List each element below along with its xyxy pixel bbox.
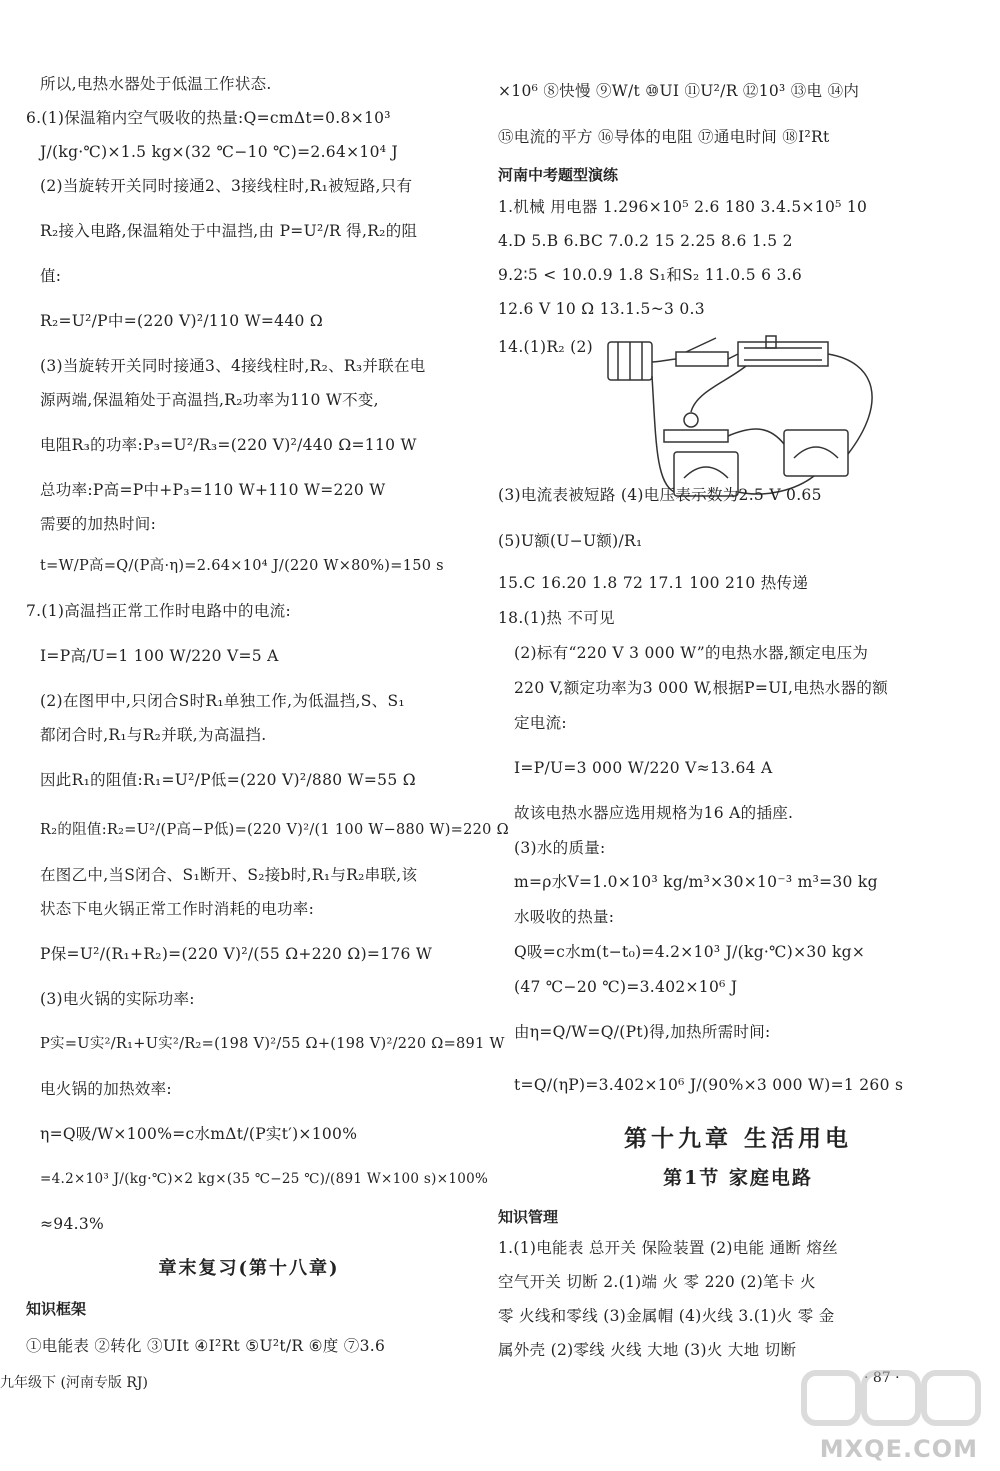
- formula-line: I=P高/U=1 100 W/220 V=5 A: [40, 647, 279, 665]
- text-line: (2)在图甲中,只闭合S时R₁单独工作,为低温挡,S、S₁: [40, 692, 405, 710]
- text-line: 值:: [40, 267, 62, 285]
- text-line: 所以,电热水器处于低温工作状态.: [40, 75, 272, 93]
- text-line: R₂接入电路,保温箱处于中温挡,由 P=U²/R 得,R₂的阻: [40, 222, 418, 240]
- answer-line: (3)电流表被短路 (4)电压表示数为2.5 V 0.65: [498, 486, 822, 504]
- formula-line: t=Q/(ηP)=3.402×10⁶ J/(90%×3 000 W)=1 260 s: [514, 1076, 904, 1094]
- answer-line: 1.机械 用电器 1.296×10⁵ 2.6 180 3.4.5×10⁵ 10: [498, 198, 868, 216]
- text-line: ①电能表 ②转化 ③UIt ④I²Rt ⑤U²t/R ⑥度 ⑦3.6: [26, 1337, 386, 1355]
- formula-line: m=ρ水V=1.0×10³ kg/m³×30×10⁻³ m³=30 kg: [514, 873, 878, 891]
- subheading: 河南中考题型演练: [498, 166, 619, 184]
- text-line: ≈94.3%: [40, 1215, 105, 1233]
- switch-icon: [676, 352, 728, 366]
- section-title: 章末复习(第十八章): [158, 1258, 340, 1279]
- answer-line: 12.6 V 10 Ω 13.1.5~3 0.3: [498, 300, 705, 318]
- rheostat-icon: [738, 342, 828, 366]
- text-line: (3)电火锅的实际功率:: [40, 990, 195, 1008]
- bulb-icon: [684, 413, 698, 427]
- formula-line: R₂=U²/P中=(220 V)²/110 W=440 Ω: [40, 312, 324, 330]
- section-title: 第1节 家庭电路: [663, 1167, 813, 1189]
- formula-line: P实=U实²/R₁+U实²/R₂=(198 V)²/55 Ω+(198 V)²/220 Ω=891 W: [40, 1036, 505, 1052]
- text-line: (2)当旋转开关同时接通2、3接线柱时,R₁被短路,只有: [40, 177, 413, 195]
- formula-line: 总功率:P高=P中+P₃=110 W+110 W=220 W: [40, 481, 386, 499]
- text-line: (2)标有“220 V 3 000 W”的电热水器,额定电压为: [514, 644, 869, 662]
- formula-line: =4.2×10³ J/(kg·℃)×2 kg×(35 ℃−25 ℃)/(891 W×100 s)×100%: [40, 1171, 489, 1187]
- text-line: 电火锅的加热效率:: [40, 1080, 172, 1098]
- page-number: · 87 ·: [864, 1370, 900, 1386]
- text-line: 7.(1)高温挡正常工作时电路中的电流:: [26, 602, 291, 620]
- text-line: 定电流:: [514, 714, 567, 732]
- answer-line: 1.(1)电能表 总开关 保险装置 (2)电能 通断 熔丝: [498, 1239, 839, 1257]
- text-line: ×10⁶ ⑧快慢 ⑨W/t ⑩UI ⑪U²/R ⑫10³ ⑬电 ⑭内: [498, 82, 860, 100]
- subheading: 知识管理: [498, 1208, 559, 1226]
- formula-line: 电阻R₃的功率:P₃=U²/R₃=(220 V)²/440 Ω=110 W: [40, 436, 417, 454]
- answer-line: 4.D 5.B 6.BC 7.0.2 15 2.25 8.6 1.5 2: [498, 232, 793, 250]
- formula-line: I=P/U=3 000 W/220 V≈13.64 A: [514, 759, 773, 777]
- text-line: (3)水的质量:: [514, 839, 606, 857]
- text-line: 由η=Q/W=Q/(Pt)得,加热所需时间:: [514, 1023, 771, 1041]
- voltmeter-icon: [784, 430, 848, 476]
- text-line: 需要的加热时间:: [40, 515, 157, 533]
- answer-line: 9.2∶5 < 10.0.9 1.8 S₁和S₂ 11.0.5 6 3.6: [498, 266, 803, 284]
- formula-line: η=Q吸/W×100%=c水mΔt/(P实t′)×100%: [40, 1125, 358, 1143]
- answer-line: 空气开关 切断 2.(1)端 火 零 220 (2)笔卡 火: [498, 1273, 816, 1291]
- formula-line: (47 ℃−20 ℃)=3.402×10⁶ J: [514, 978, 738, 996]
- text-line: 都闭合时,R₁与R₂并联,为高温挡.: [40, 726, 267, 744]
- text-line: ⑮电流的平方 ⑯导体的电阻 ⑰通电时间 ⑱I²Rt: [498, 128, 830, 146]
- text-line: 故该电热水器应选用规格为16 A的插座.: [514, 804, 794, 822]
- text-line: 源两端,保温箱处于高温挡,R₂功率为110 W不变,: [40, 391, 379, 409]
- answer-line: 18.(1)热 不可见: [498, 609, 615, 627]
- text-line: 在图乙中,当S闭合、S₁断开、S₂接b时,R₁与R₂串联,该: [40, 866, 418, 884]
- text-line: 6.(1)保温箱内空气吸收的热量:Q=cmΔt=0.8×10³: [26, 109, 391, 127]
- footer-edition: 九年级下 (河南专版 RJ): [0, 1375, 148, 1391]
- text-line: J/(kg·℃)×1.5 kg×(32 ℃−10 ℃)=2.64×10⁴ J: [40, 143, 399, 161]
- text-line: 220 V,额定功率为3 000 W,根据P=UI,电热水器的额: [514, 679, 889, 697]
- formula-line: t=W/P高=Q/(P高·η)=2.64×10⁴ J/(220 W×80%)=150 s: [40, 558, 444, 574]
- formula-line: (5)U额(U−U额)/R₁: [498, 532, 643, 550]
- formula-line: Q吸=c水m(t−t₀)=4.2×10³ J/(kg·℃)×30 kg×: [514, 943, 866, 961]
- answer-line: 属外壳 (2)零线 火线 大地 (3)火 大地 切断: [498, 1341, 797, 1359]
- text-line: (3)当旋转开关同时接通3、4接线柱时,R₂、R₃并联在电: [40, 357, 426, 375]
- subheading: 知识框架: [26, 1300, 87, 1318]
- text-line: 状态下电火锅正常工作时消耗的电功率:: [40, 900, 315, 918]
- watermark-text: MXQE.COM: [819, 1435, 978, 1463]
- answer-line: 零 火线和零线 (3)金属帽 (4)火线 3.(1)火 零 金: [498, 1307, 835, 1325]
- answer-line: 15.C 16.20 1.8 72 17.1 100 210 热传递: [498, 574, 809, 592]
- formula-line: R₂的阻值:R₂=U²/(P高−P低)=(220 V)²/(1 100 W−880 W)=220 Ω: [40, 822, 509, 838]
- answer-line: 14.(1)R₂ (2): [498, 338, 593, 356]
- formula-line: P保=U²/(R₁+R₂)=(220 V)²/(55 Ω+220 Ω)=176 W: [40, 945, 433, 963]
- circuit-diagram: [596, 332, 906, 502]
- chapter-title: 第十九章 生活用电: [623, 1125, 852, 1152]
- text-line: 水吸收的热量:: [514, 908, 615, 926]
- formula-line: 因此R₁的阻值:R₁=U²/P低=(220 V)²/880 W=55 Ω: [40, 771, 416, 789]
